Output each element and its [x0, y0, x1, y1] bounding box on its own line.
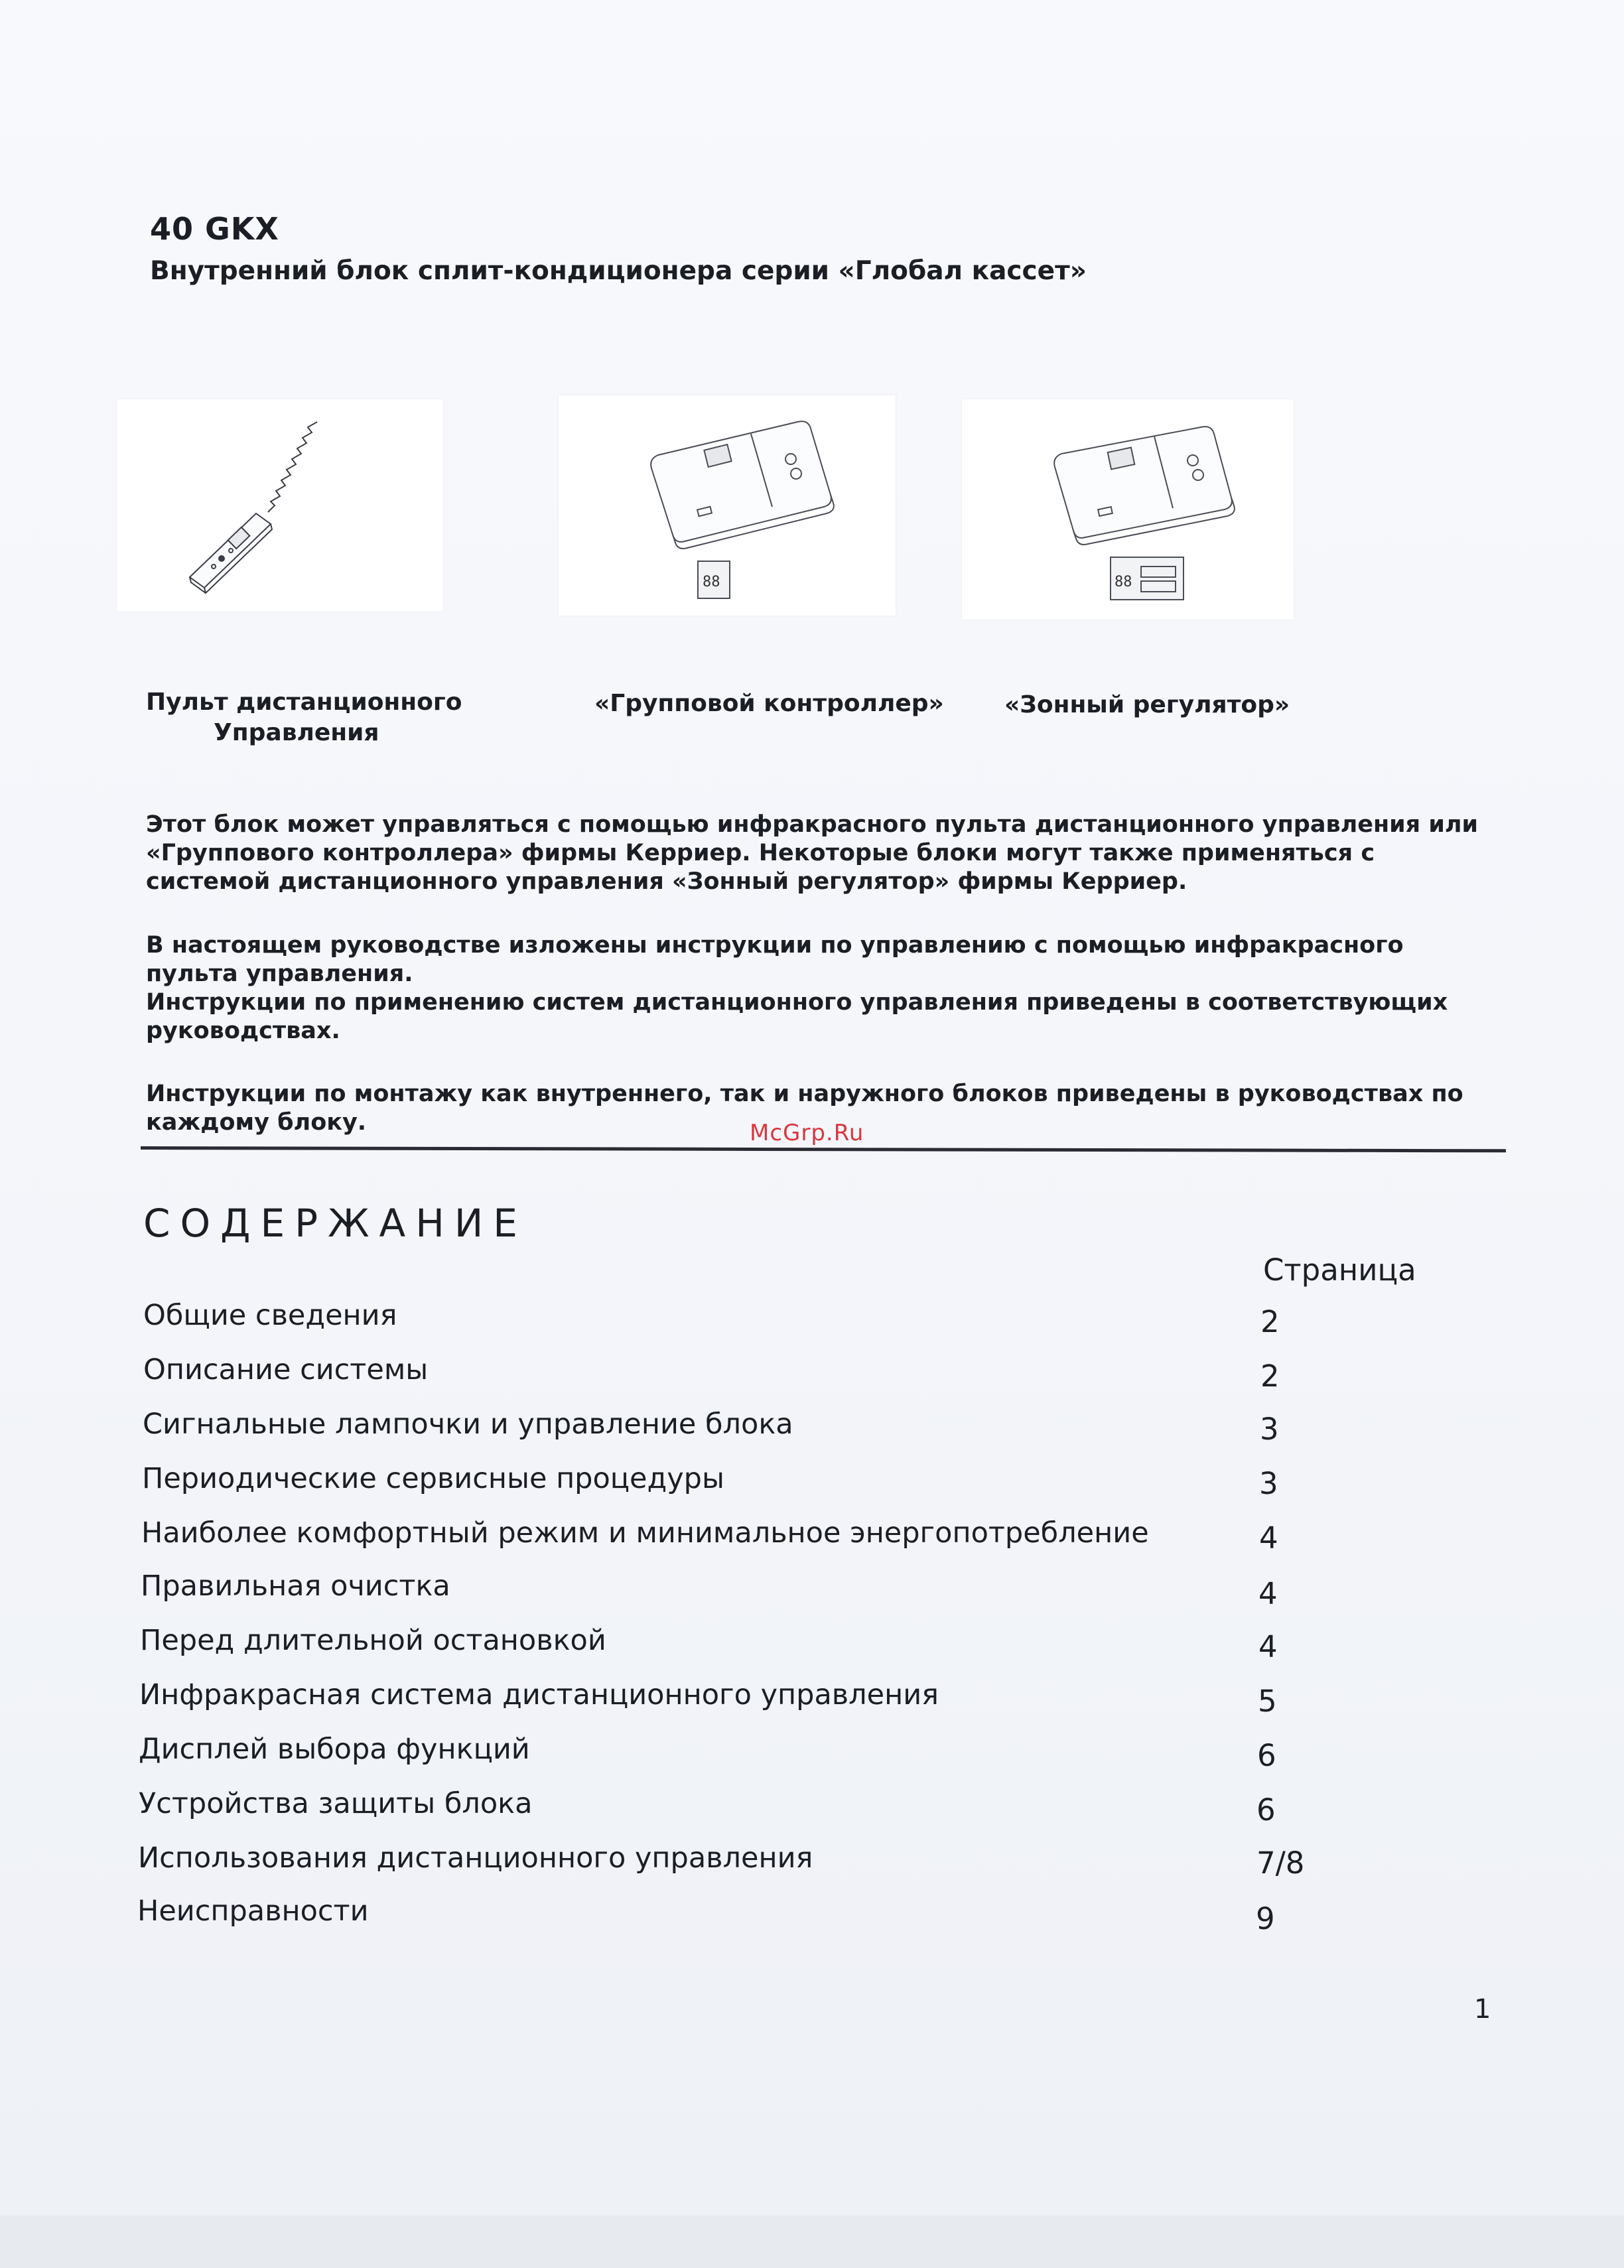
manual-scope-paragraph	[146, 931, 1499, 1045]
toc-item-title[interactable]: Неисправности	[137, 1895, 369, 1928]
toc-item-title[interactable]: Дисплей выбора функций	[139, 1733, 530, 1766]
toc-item-title[interactable]: Правильная очистка	[141, 1569, 450, 1603]
section-divider	[141, 1146, 1506, 1152]
caption-zone-regulator: «Зонный регулятор»	[1004, 691, 1290, 718]
toc-item-page: 9	[1256, 1901, 1275, 1936]
toc-title: СОДЕРЖАНИЕ	[143, 1201, 527, 1246]
caption-remote-line1: Пульт дистанционного	[146, 689, 462, 716]
toc-item-page: 6	[1256, 1792, 1276, 1828]
group-controller-image	[559, 395, 896, 616]
toc-item-page: 4	[1258, 1576, 1278, 1611]
toc-item-page: 4	[1258, 1629, 1278, 1664]
caption-group-controller: «Групповой контроллер»	[594, 690, 944, 717]
toc-item-title[interactable]: Использования дистанционного управления	[138, 1841, 813, 1875]
intro-paragraph: Этот блок может управляться с помощью инфракрасного пульта дистанционного управления или «Группового контроллера» фирмы Керриер. Некоторые блоки могут также применяться с системой дистанционного управления «Зонный регулятор» фирмы Керриер.	[146, 811, 1479, 895]
toc-item-title[interactable]: Описание системы	[143, 1353, 429, 1386]
page-number: 1	[1474, 1994, 1491, 2025]
document-subtitle: Внутренний блок сплит-кондиционера серии «Глобал кассет»	[150, 256, 1087, 286]
svg-text:88: 88	[1115, 574, 1132, 590]
remote-control-image	[117, 399, 443, 612]
toc-item-title[interactable]: Наиболее комфортный режим и минимальное энергопотребление	[141, 1516, 1149, 1550]
toc-item-title[interactable]: Инфракрасная система дистанционного управления	[139, 1678, 939, 1711]
watermark-text: McGrp.Ru	[750, 1120, 864, 1146]
toc-item-page: 2	[1260, 1359, 1280, 1394]
toc-item-title[interactable]: Периодические сервисные процедуры	[142, 1462, 724, 1495]
manual-scope-line-b: Инструкции по применению систем дистанционного управления приведены в соответствующих руководствах.	[146, 989, 1448, 1044]
toc-item-page: 2	[1260, 1304, 1280, 1339]
toc-item-page: 5	[1258, 1684, 1277, 1719]
caption-remote-line2: Управления	[214, 719, 379, 746]
model-title: 40 GKX	[150, 211, 279, 247]
toc-item-page: 7/8	[1256, 1845, 1305, 1881]
toc-item-title[interactable]: Общие сведения	[143, 1299, 397, 1332]
toc-item-title[interactable]: Перед длительной остановкой	[140, 1624, 606, 1657]
scan-border	[0, 2216, 1624, 2268]
caption-remote-control	[146, 687, 491, 748]
toc-item-page: 4	[1259, 1520, 1278, 1556]
svg-text:88: 88	[703, 574, 720, 590]
toc-item-page: 6	[1257, 1738, 1276, 1773]
toc-item-page: 3	[1259, 1466, 1278, 1501]
installation-paragraph: Инструкции по монтажу как внутреннего, так и наружного блоков приведены в руководствах по каждому блоку.	[146, 1081, 1463, 1136]
zone-regulator-image	[962, 399, 1294, 620]
toc-item-page: 3	[1260, 1412, 1279, 1447]
group-controller-icon	[559, 395, 896, 616]
remote-control-icon	[117, 399, 443, 612]
zone-regulator-icon	[962, 399, 1294, 620]
toc-item-title[interactable]: Устройства защиты блока	[139, 1787, 533, 1820]
toc-page-column-header: Страница	[1263, 1252, 1416, 1288]
manual-scope-line-a: В настоящем руководстве изложены инструкции по управлению с помощью инфракрасного пульта управления.	[146, 932, 1404, 987]
toc-item-title[interactable]: Сигнальные лампочки и управление блока	[143, 1408, 793, 1441]
